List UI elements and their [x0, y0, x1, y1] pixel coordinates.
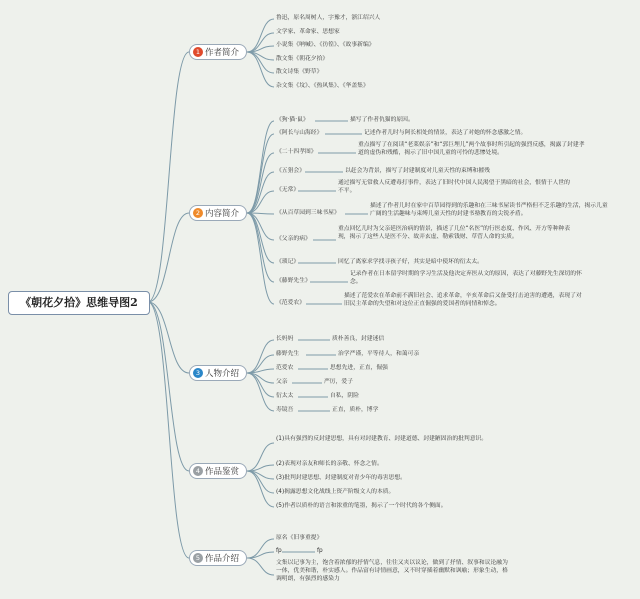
branch-intro[interactable] — [189, 550, 247, 566]
appreciation-item: (4)揭露思想文化战线上资产阶级文人的本质。 — [276, 489, 395, 495]
author-item: 鲁迅，原名周树人，字豫才，浙江绍兴人 — [276, 15, 381, 21]
character-name: 藤野先生 — [276, 351, 300, 357]
branch-characters[interactable] — [189, 365, 247, 381]
content-desc: 回忆了离家求学找寻孩子好，其实是暗中使坏的衍太太。 — [338, 259, 483, 265]
content-title: 《二十四孝图》 — [276, 149, 317, 155]
character-desc: 思想先进，正直，倔强 — [330, 365, 388, 371]
content-title: 《琐记》 — [276, 259, 300, 265]
content-title: 《无常》 — [276, 187, 300, 193]
character-desc: 自私，阴险 — [330, 393, 359, 399]
number-badge: 5 — [193, 553, 203, 563]
appreciation-item: (3)批判封建思想、封建制度对青少年的毒害思想。 — [276, 475, 406, 481]
content-title: 《父亲的病》 — [276, 236, 311, 242]
number-badge: 1 — [193, 47, 203, 57]
branch-appreciation[interactable] — [189, 463, 247, 479]
content-desc: 记述作者儿时与阿长相处的情景，表达了对她的怀念感激之情。 — [364, 130, 527, 136]
character-name: 寿镜吾 — [276, 407, 294, 413]
intro-fp: fp — [276, 548, 282, 554]
character-desc: 正直，质朴，博学 — [332, 407, 379, 413]
content-title: 《阿长与山海经》 — [276, 130, 323, 136]
character-name: 范爱农 — [276, 365, 294, 371]
content-title: 《五猖会》 — [276, 168, 305, 174]
content-title: 《范爱农》 — [276, 300, 305, 306]
intro-fp: fp — [317, 548, 323, 554]
content-desc: 描写了作者仇猫的原因。 — [350, 117, 414, 123]
content-title: 《藤野先生》 — [276, 278, 311, 284]
number-badge: 3 — [193, 368, 203, 378]
author-item: 散文集《朝花夕拾》 — [276, 56, 329, 62]
character-desc: 治学严谨，平等待人，和蔼可亲 — [338, 351, 420, 357]
branch-label: 人物介绍 — [205, 369, 240, 379]
content-desc: 重点描写了在阅读“老莱娱亲”和“郭巨埋儿”两个故事时所引起的强烈反感，揭露了封建孝道的虚伪和残酷，揭示了旧中国儿童的可怜的悲惨处境。 — [358, 142, 585, 156]
number-badge: 2 — [193, 208, 203, 218]
author-item: 小说集《呐喊》、《彷徨》、《故事新编》 — [276, 42, 375, 48]
branch-content[interactable] — [189, 205, 247, 221]
author-item: 文学家、革命家、思想家 — [276, 29, 340, 35]
number-badge: 4 — [193, 466, 203, 476]
content-desc: 描述了作者儿时在家中百草园得到的乐趣和在三味书屋读书严格但不乏乐趣的生活，揭示儿童广阔的生活趣味与束缚儿童天性的封建书塾教育的尖锐矛盾。 — [370, 203, 608, 217]
content-desc: 以赶会为背景，描写了封建制度对儿童天性的束缚和摧残 — [345, 168, 490, 174]
intro-original-name: 原名《旧事重提》 — [276, 535, 323, 541]
character-desc: 质朴善良，封建迷信 — [332, 336, 385, 342]
branch-label: 内容简介 — [205, 209, 240, 219]
author-item: 杂文集《坟》、《热风集》、《华盖集》 — [276, 83, 369, 89]
appreciation-item: (1)具有强烈的反封建思想，具有对封建教育、封建道德、封建陋固治的批判意识。 — [276, 436, 488, 442]
branch-label: 作品鉴赏 — [205, 467, 240, 477]
character-name: 父亲 — [276, 379, 288, 385]
author-item: 散文诗集《野草》 — [276, 69, 323, 75]
intro-style: 文集以记事为主，饱含着浓郁的抒情气息，往往又夹以议论，做到了抒情、叙事和议论融为一体，优美和谐，朴实感人。作品富有诗情画意，又不时穿插着幽默和讽喻；形象生动，格调明朗，有强烈的感染力 — [276, 560, 508, 582]
appreciation-item: (2)表现对亲友和师长的亲敬、怀念之情。 — [276, 461, 383, 467]
branch-label: 作者简介 — [205, 48, 240, 58]
content-desc: 通过描写无常救人反遭毒打事件，表达了旧时代中国人民渴望于黑暗的社会，恨情于人世的不平。 — [338, 180, 570, 194]
branch-author[interactable] — [189, 44, 247, 60]
content-desc: 描述了范爱农在革命前不满旧社会、追求革命，辛亥革命后又备受打击迫害的遭遇，表现了对旧民主革命的失望和对这位正直倔强的爱国者的同情和悼念。 — [344, 293, 582, 307]
content-title: 《狗·猫·鼠》 — [276, 117, 309, 123]
appreciation-item: (5)作者以质朴的语言和浓重的笔墨，揭示了一个时代的各个侧面。 — [276, 503, 447, 509]
content-desc: 重点回忆儿时为父亲延医治病的情景，描述了几位“名医”的行医态度、作风、开方等种种表现，揭示了这些人是医不分、故弄玄虚、勒索钱财、草菅人命的实质。 — [338, 226, 571, 240]
character-name: 衍太太 — [276, 393, 294, 399]
character-desc: 严厉，爱子 — [324, 379, 353, 385]
content-title: 《从百草园到三味书屋》 — [276, 210, 340, 216]
content-desc: 记录作者在日本留学时期的学习生活及他决定弃医从文的原因，表达了对藤野先生深切的怀念。 — [350, 271, 582, 285]
branch-label: 作品介绍 — [205, 554, 240, 564]
character-name: 长妈妈 — [276, 336, 294, 342]
central-topic[interactable]: 《朝花夕拾》思维导图2 — [8, 291, 150, 315]
